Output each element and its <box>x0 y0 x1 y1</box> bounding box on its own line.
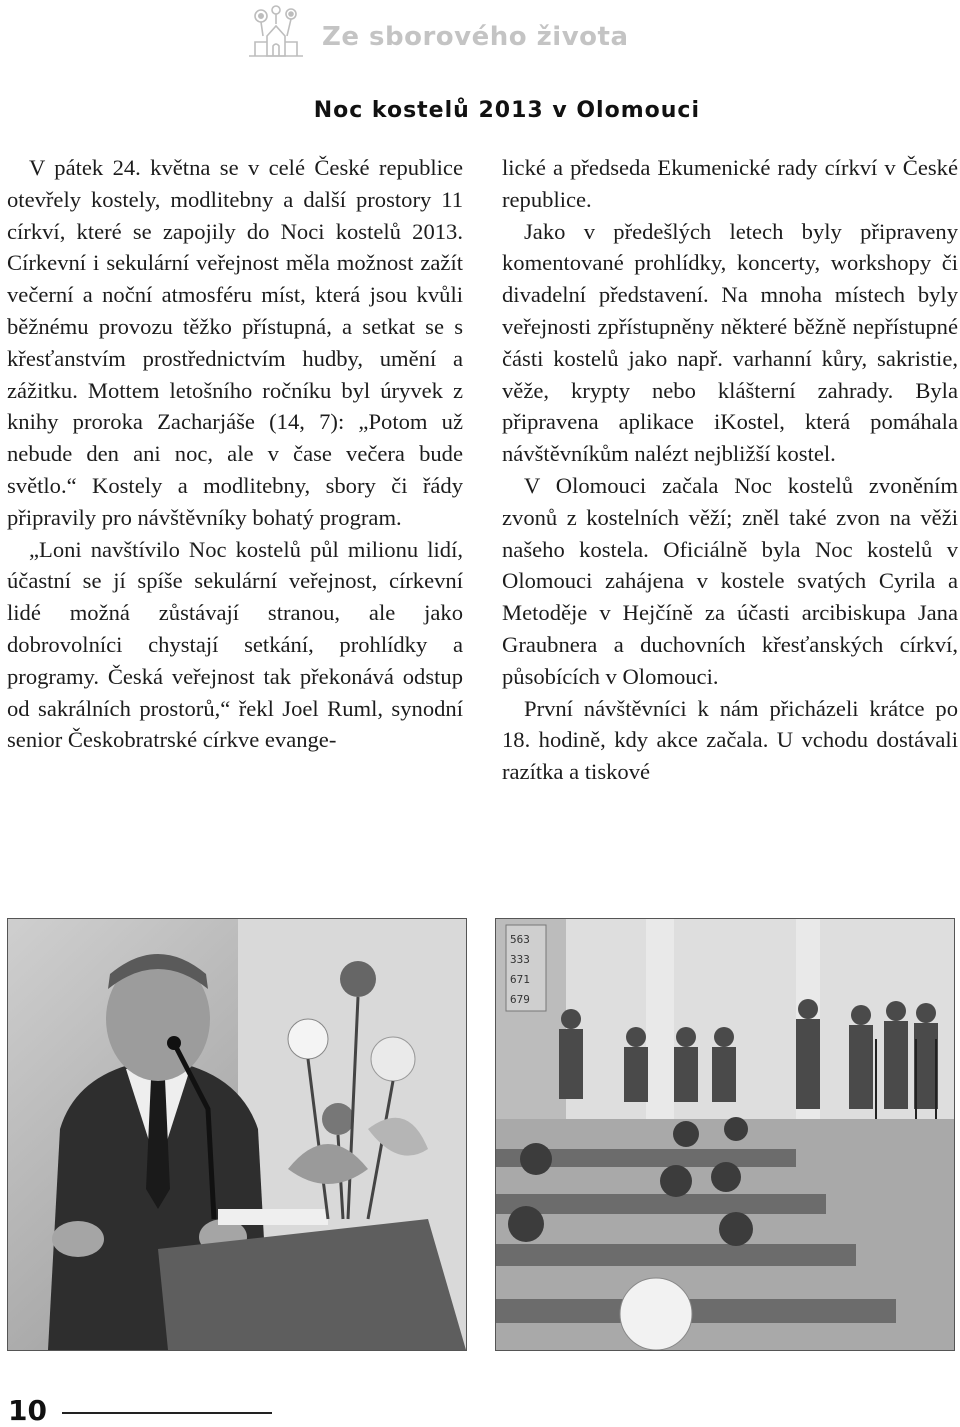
church-concert-photo <box>495 918 955 1351</box>
paragraph: Jako v předešlých letech byly připraveny komentované prohlídky, koncerty, workshopy či divadelní představení. Na mnoha místech byly veřejnosti zpřístupněny některé běžně nepřístupné části kostelů jako např. varhanní kůry, sakristie, věže, krypty nebo klášterní zahrady. Byla připravena aplikace iKostel, která pomáhala návštěvníkům nalézt nejbližší kostel. <box>502 218 958 467</box>
paragraph: V pátek 24. května se v celé České republice otevřely kostely, modlitebny a další prostory 11 církví, které se zapojily do Noci kostelů 2013. Církevní i sekulární veřejnost měla možnost zažít večerní a noční atmosféru míst, která jsou kvůli běžnému provozu těžko přístupná, a setkat se s křesťanstvím prostřednictvím hudby, umění a zážitku. Mottem letošního ročníku byl úryvek z knihy proroka Zacharjáše (14, 7): „Potom už nebude den ani noc, ale v čase večera bude světlo.“ Kostely a modlitebny, sbory či řády připravily pro návštěvníky bohatý program. <box>7 155 463 530</box>
paragraph: První návštěvníci k nám přicházeli krátce po 18. hodině, kdy akce začala. U vchodu dostávali razítka a tiskové <box>502 695 958 785</box>
hymn-number: 671 <box>510 973 530 986</box>
hymn-number: 679 <box>510 993 530 1006</box>
article-title: Noc kostelů 2013 v Olomouci <box>313 98 700 123</box>
page-number: 10 <box>8 1394 47 1427</box>
article-left-column <box>7 152 463 756</box>
paragraph: „Loni navštívilo Noc kostelů půl milionu lidí, účastní se jí spíše sekulární veřejnost, církevní lidé možná zůstávají stranou, ale jako dobrovolníci chystají setkání, prohlídky a programy. Česká veřejnost tak překonává odstup od sakrálních prostorů,“ řekl Joel Ruml, synodní senior Českobratrské církve evange- <box>7 536 463 753</box>
hymn-number: 563 <box>510 933 530 946</box>
hymn-number: 333 <box>510 953 530 966</box>
article-right-column <box>502 152 958 788</box>
footer-rule <box>62 1412 272 1414</box>
paragraph: V Olomouci začala Noc kostelů zvoněním zvonů z kostelních věží; zněl také zvon na věži našeho kostela. Oficiálně byla Noc kostelů v Olomouci zahájena v kostele svatých Cyrila a Metoděje v Hejčíně za účasti arcibiskupa Jana Graubnera a duchovních křesťanských církví, působících v Olomouci. <box>502 472 958 689</box>
speaker-at-lectern-photo <box>7 918 467 1351</box>
section-title: Ze sborového života <box>322 22 629 52</box>
church-flower-logo-icon <box>245 2 307 60</box>
paragraph-continued: lické a předseda Ekumenické rady církví v České republice. <box>502 155 958 212</box>
